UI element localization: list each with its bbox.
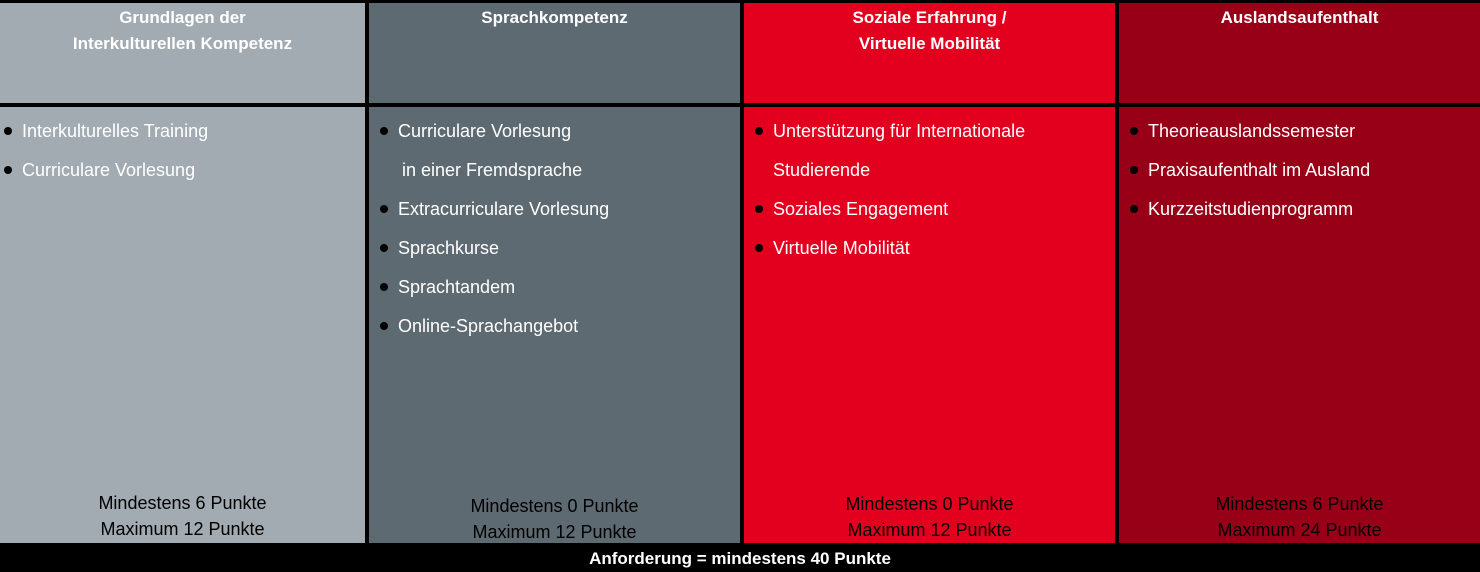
column-header [1119, 3, 1480, 103]
points-info [1119, 491, 1480, 543]
list-item: Kurzzeitstudienprogramm [1130, 190, 1480, 229]
max-points: Maximum 12 Punkte [847, 520, 1012, 540]
item-list [369, 107, 740, 346]
column-title-line: Virtuelle Mobilität [858, 34, 1001, 53]
column-body [1119, 107, 1480, 543]
column-body [0, 107, 365, 543]
column-header [369, 3, 740, 103]
column-title-line: Sprachkompetenz [481, 8, 628, 27]
list-item: Curriculare Vorlesung [380, 112, 740, 151]
max-points: Maximum 12 Punkte [472, 522, 637, 542]
column-header [744, 3, 1115, 103]
min-points: Mindestens 0 Punkte [470, 496, 639, 516]
list-item: Online-Sprachangebot [380, 307, 740, 346]
points-info [744, 491, 1115, 543]
points-info [0, 490, 365, 542]
column-title-line: Interkulturellen Kompetenz [72, 34, 293, 53]
column-title-line: Soziale Erfahrung / [852, 8, 1007, 27]
list-item: Virtuelle Mobilität [755, 229, 1115, 268]
min-points: Mindestens 0 Punkte [845, 494, 1014, 514]
list-item: Sprachtandem [380, 268, 740, 307]
list-item: Praxisaufenthalt im Ausland [1130, 151, 1480, 190]
item-list [1119, 107, 1480, 229]
min-points: Mindestens 6 Punkte [98, 493, 267, 513]
list-item: Curriculare Vorlesung [4, 151, 365, 190]
max-points: Maximum 24 Punkte [1217, 520, 1382, 540]
list-item-continuation: in einer Fremdsprache [402, 160, 583, 180]
points-info [369, 493, 740, 545]
max-points: Maximum 12 Punkte [100, 519, 265, 539]
column-body [744, 107, 1115, 543]
list-item: Soziales Engagement [755, 190, 1115, 229]
list-item: Theorieauslandssemester [1130, 112, 1480, 151]
requirement-footer: Anforderung = mindestens 40 Punkte [589, 549, 891, 568]
list-item: Unterstützung für Internationale [755, 112, 1115, 151]
column-title-line: Auslandsaufenthalt [1220, 8, 1379, 27]
list-item: Extracurriculare Vorlesung [380, 190, 740, 229]
item-list [744, 107, 1115, 268]
column-header [0, 3, 365, 103]
item-list [0, 107, 365, 190]
list-item: Interkulturelles Training [4, 112, 365, 151]
column-title-line: Grundlagen der [119, 8, 246, 27]
list-item-continuation: Studierende [773, 160, 871, 180]
list-item: Sprachkurse [380, 229, 740, 268]
column-body [369, 107, 740, 543]
min-points: Mindestens 6 Punkte [1215, 494, 1384, 514]
